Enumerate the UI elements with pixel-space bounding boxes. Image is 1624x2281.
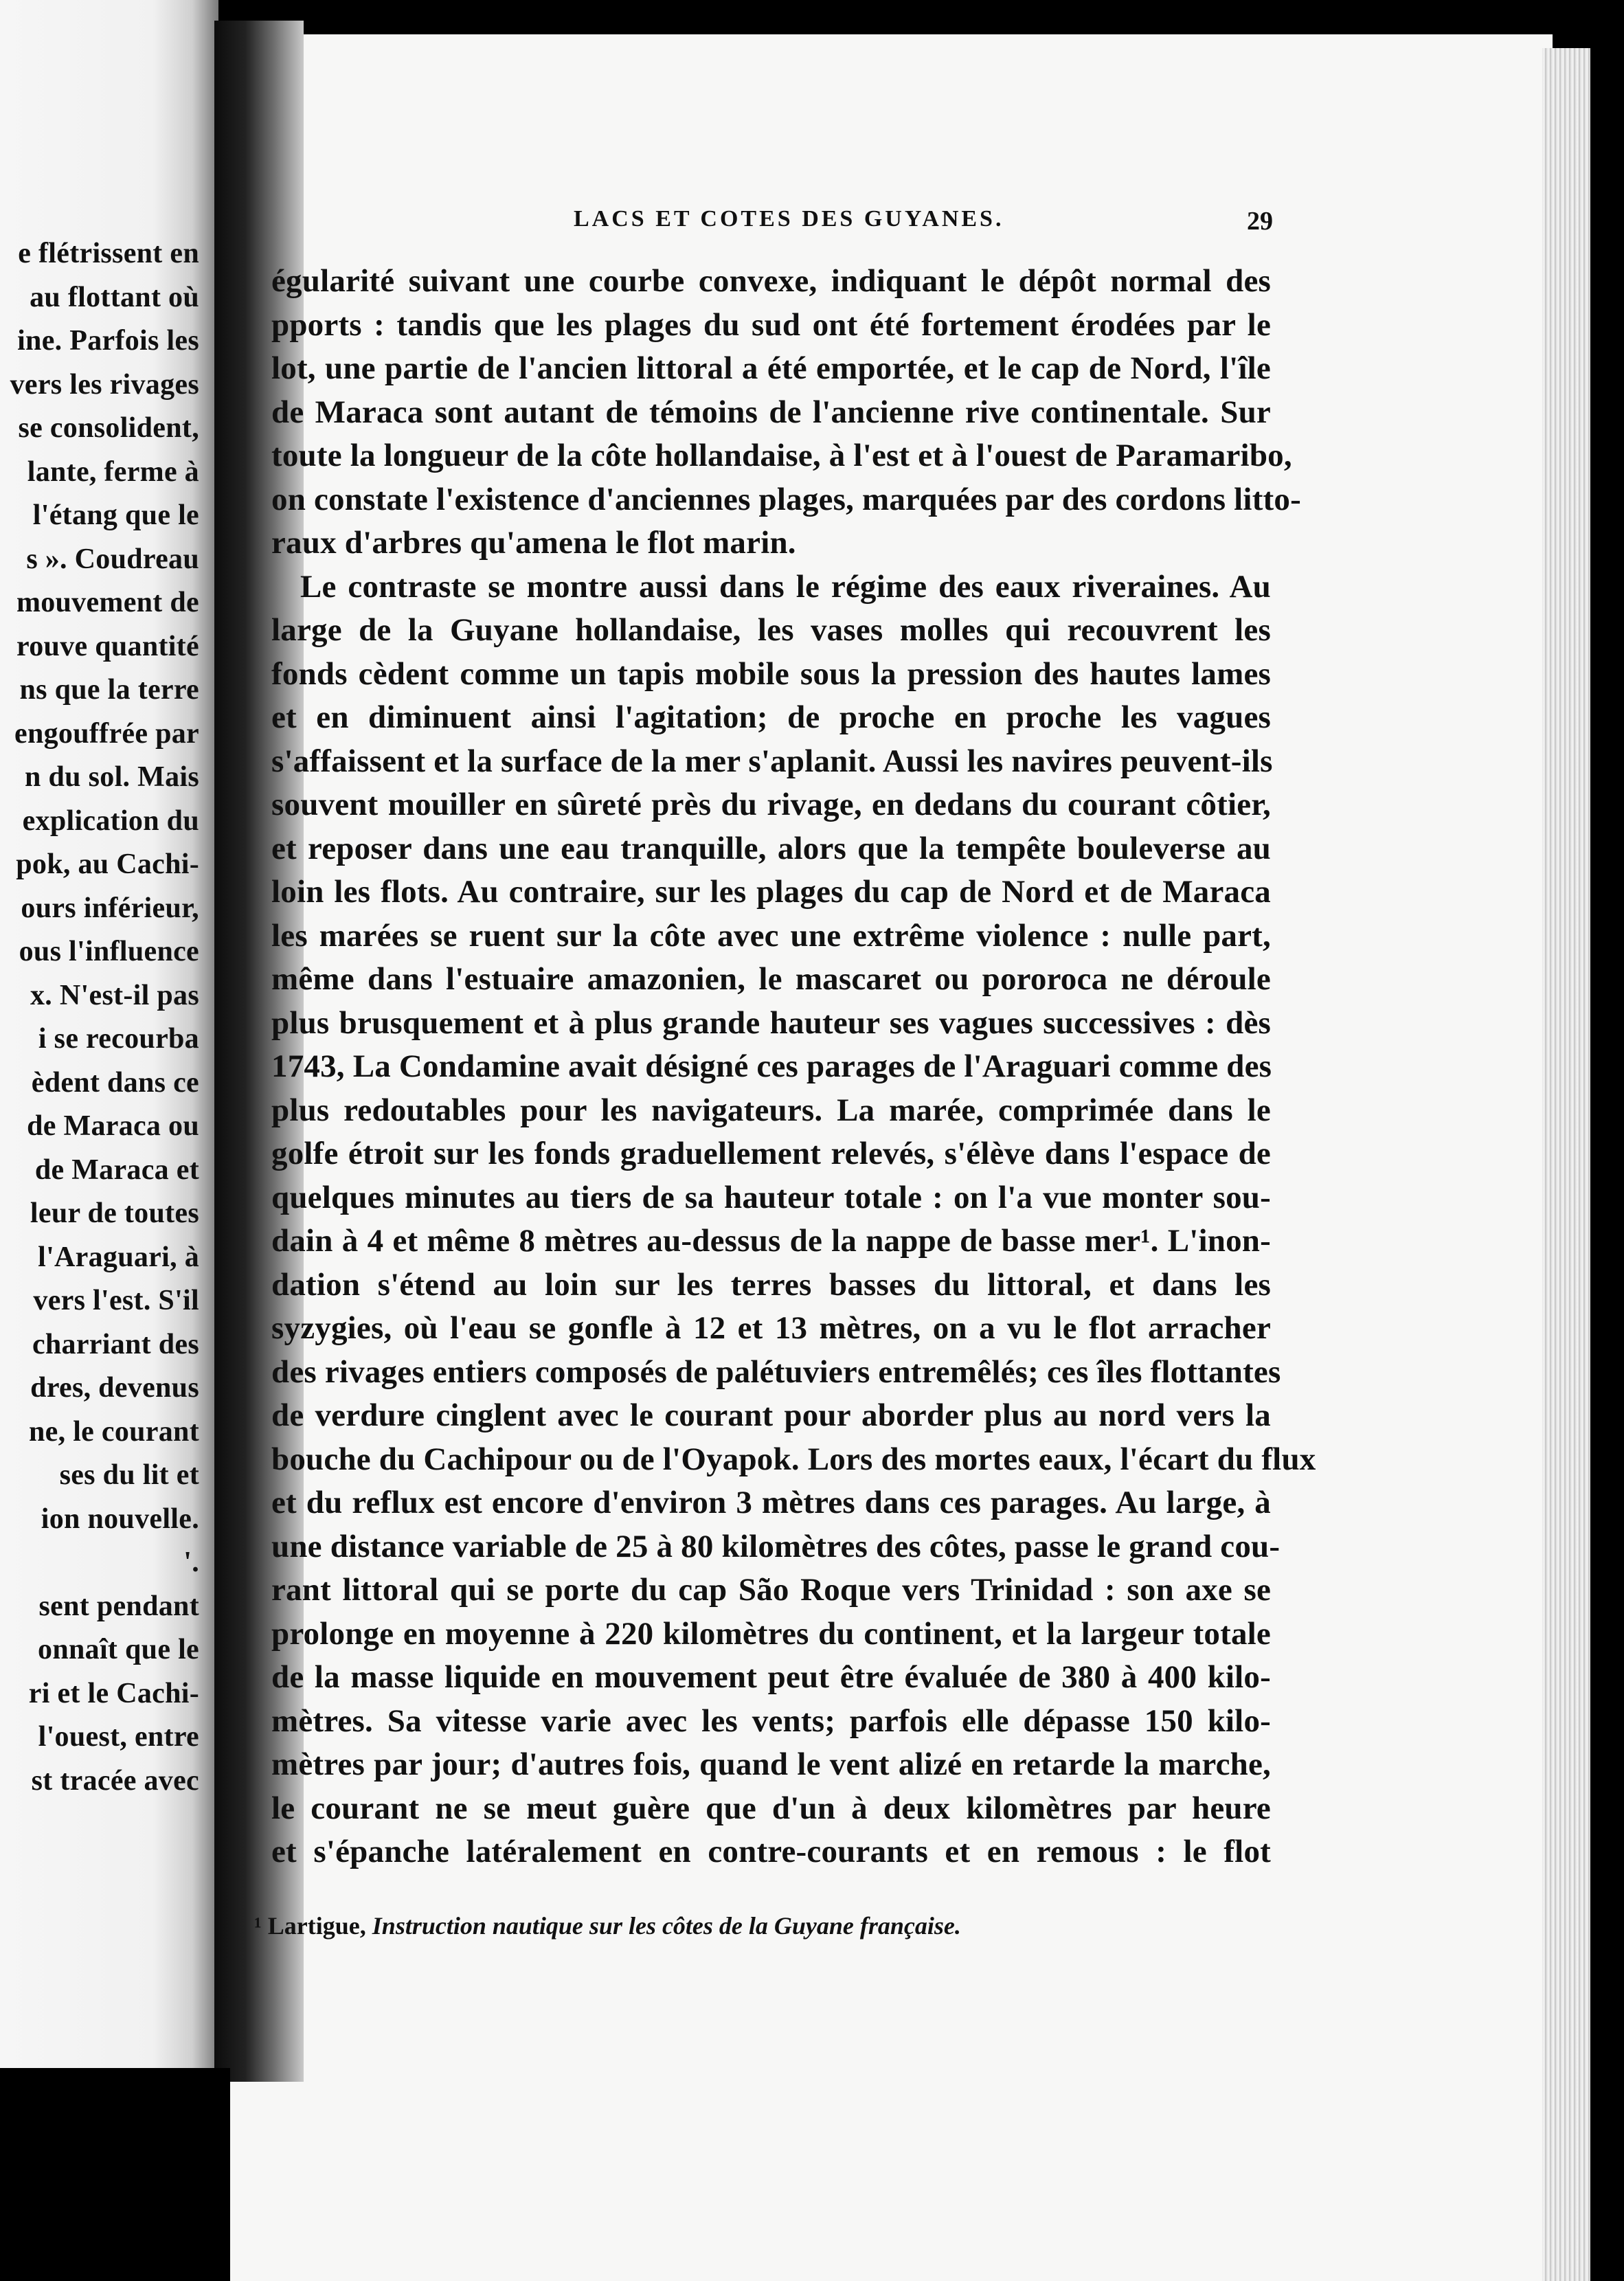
text-line: lot, une partie de l'ancien littoral a été emportée, et le cap de Nord, l'île bbox=[271, 350, 1271, 386]
text-line: des rivages entiers composés de palétuviers entremêlés; ces îles flottantes bbox=[271, 1353, 1281, 1390]
left-page bbox=[0, 0, 218, 2068]
text-line: toute la longueur de la côte hollandaise, à l'est et à l'ouest de Paramaribo, bbox=[271, 438, 1292, 473]
left-line: ous l'influence bbox=[19, 936, 199, 967]
left-line: rouve quantité bbox=[16, 630, 199, 662]
page-edge bbox=[1542, 48, 1590, 2281]
left-line: ns que la terre bbox=[19, 674, 199, 706]
footnote bbox=[254, 1911, 961, 1940]
footnote-title: Instruction nautique sur les côtes de la Guyane française. bbox=[372, 1912, 961, 1940]
text-line: et du reflux est encore d'environ 3 mètres dans ces parages. Au large, à bbox=[271, 1485, 1271, 1520]
left-line: ne, le courant bbox=[29, 1415, 199, 1448]
left-line: lante, ferme à bbox=[27, 456, 199, 488]
left-line: l'ouest, entre bbox=[38, 1721, 199, 1753]
left-line: l'Araguari, à bbox=[38, 1241, 199, 1273]
left-line: mouvement de bbox=[16, 587, 199, 618]
left-line: i se recourba bbox=[38, 1023, 199, 1055]
text-line: pports : tandis que les plages du sud ont été fortement érodées par le bbox=[271, 306, 1271, 343]
left-page-text bbox=[0, 232, 199, 1803]
text-line: prolonge en moyenne à 220 kilomètres du continent, et la largeur totale bbox=[271, 1615, 1271, 1652]
left-line: n du sol. Mais bbox=[25, 761, 199, 793]
text-line: de Maraca sont autant de témoins de l'ancienne rive continentale. Sur bbox=[271, 394, 1271, 430]
text-line: même dans l'estuaire amazonien, le mascaret ou pororoca ne déroule bbox=[271, 961, 1271, 997]
left-line: e flétrissent en bbox=[18, 238, 199, 269]
text-line: raux d'arbres qu'amena le flot marin. bbox=[271, 525, 796, 561]
left-line: s ». Coudreau bbox=[26, 543, 199, 575]
scan-background bbox=[0, 2068, 230, 2281]
left-line: ion nouvelle. bbox=[41, 1503, 199, 1535]
left-line: se consolident, bbox=[18, 412, 199, 444]
text-line: quelques minutes au tiers de sa hauteur totale : on l'a vue monter sou- bbox=[271, 1179, 1271, 1215]
page-header bbox=[0, 206, 1624, 240]
left-line: ours inférieur, bbox=[21, 892, 199, 924]
left-line: vers les rivages bbox=[10, 368, 199, 401]
text-line: plus brusquement et à plus grande hauteur ses vagues successives : dès bbox=[271, 1004, 1271, 1041]
left-line: charriant des bbox=[32, 1328, 199, 1360]
text-line: égularité suivant une courbe convexe, indiquant le dépôt normal des bbox=[271, 263, 1271, 299]
text-line: de verdure cinglent avec le courant pour aborder plus au nord vers la bbox=[271, 1397, 1271, 1433]
left-line: x. N'est-il pas bbox=[30, 979, 199, 1011]
text-line: dain à 4 et même 8 mètres au-dessus de la nappe de basse mer¹. L'inon- bbox=[271, 1223, 1271, 1259]
text-line: souvent mouiller en sûreté près du rivage, en dedans du courant côtier, bbox=[271, 787, 1271, 822]
left-line: l'étang que le bbox=[32, 499, 199, 531]
left-line: de Maraca et bbox=[34, 1154, 199, 1186]
left-line: sent pendant bbox=[38, 1590, 199, 1622]
text-line: golfe étroit sur les fonds graduellement relevés, s'élève dans l'espace de bbox=[271, 1136, 1271, 1171]
body-text bbox=[271, 260, 1316, 1874]
left-line: st tracée avec bbox=[31, 1764, 199, 1797]
left-line: ri et le Cachi- bbox=[28, 1677, 199, 1709]
left-line: onnaît que le bbox=[38, 1634, 199, 1665]
text-line: loin les flots. Au contraire, sur les plages du cap de Nord et de Maraca bbox=[271, 874, 1271, 910]
text-line: mètres par jour; d'autres fois, quand le vent alizé en retarde la marche, bbox=[271, 1746, 1271, 1782]
left-line: ine. Parfois les bbox=[17, 325, 199, 357]
text-line: les marées se ruent sur la côte avec une extrême violence : nulle part, bbox=[271, 917, 1271, 954]
text-line: une distance variable de 25 à 80 kilomètres des côtes, passe le grand cou- bbox=[271, 1528, 1281, 1564]
running-head: LACS ET COTES DES GUYANES. bbox=[574, 206, 1004, 232]
left-line: vers l'est. S'il bbox=[33, 1285, 199, 1316]
text-line: syzygies, où l'eau se gonfle à 12 et 13 mètres, on a vu le flot arracher bbox=[271, 1310, 1271, 1346]
text-line: on constate l'existence d'anciennes plages, marquées par des cordons litto- bbox=[271, 481, 1301, 517]
text-line: plus redoutables pour les navigateurs. La marée, comprimée dans le bbox=[271, 1092, 1271, 1128]
text-line: de la masse liquide en mouvement peut être évaluée de 380 à 400 kilo- bbox=[271, 1659, 1271, 1695]
left-line: engouffrée par bbox=[14, 717, 199, 750]
left-line: dres, devenus bbox=[30, 1372, 199, 1404]
left-line: ses du lit et bbox=[59, 1459, 199, 1491]
left-line: èdent dans ce bbox=[31, 1066, 199, 1099]
left-line: explication du bbox=[22, 805, 199, 837]
text-line: large de la Guyane hollandaise, les vases molles qui recouvrent les bbox=[271, 612, 1271, 648]
text-line: rant littoral qui se porte du cap São Roque vers Trinidad : son axe se bbox=[271, 1572, 1271, 1608]
text-line: fonds cèdent comme un tapis mobile sous la pression des hautes lames bbox=[271, 655, 1271, 692]
text-line: Le contraste se montre aussi dans le régime des eaux riveraines. Au bbox=[300, 568, 1271, 605]
text-line: 1743, La Condamine avait désigné ces parages de l'Araguari comme des bbox=[271, 1048, 1272, 1084]
page-number: 29 bbox=[1247, 207, 1273, 236]
text-line: le courant ne se meut guère que d'un à deux kilomètres par heure bbox=[271, 1790, 1271, 1826]
text-line: bouche du Cachipour ou de l'Oyapok. Lors des mortes eaux, l'écart du flux bbox=[271, 1441, 1316, 1477]
text-line: et reposer dans une eau tranquille, alors que la tempête bouleverse au bbox=[271, 830, 1271, 866]
left-line: de Maraca ou bbox=[27, 1110, 199, 1142]
footnote-author: ¹ Lartigue, bbox=[254, 1912, 372, 1940]
text-line: dation s'étend au loin sur les terres basses du littoral, et dans les bbox=[271, 1266, 1271, 1303]
left-line: pok, au Cachi- bbox=[16, 849, 199, 880]
text-line: mètres. Sa vitesse varie avec les vents; parfois elle dépasse 150 kilo- bbox=[271, 1703, 1271, 1739]
left-line: leur de toutes bbox=[30, 1198, 199, 1229]
text-line: et s'épanche latéralement en contre-courants et en remous : le flot bbox=[271, 1834, 1271, 1869]
left-line: '. bbox=[183, 1547, 199, 1578]
text-line: s'affaissent et la surface de la mer s'aplanit. Aussi les navires peuvent-ils bbox=[271, 743, 1273, 779]
left-line: au flottant où bbox=[30, 281, 199, 313]
text-line: et en diminuent ainsi l'agitation; de proche en proche les vagues bbox=[271, 699, 1271, 735]
